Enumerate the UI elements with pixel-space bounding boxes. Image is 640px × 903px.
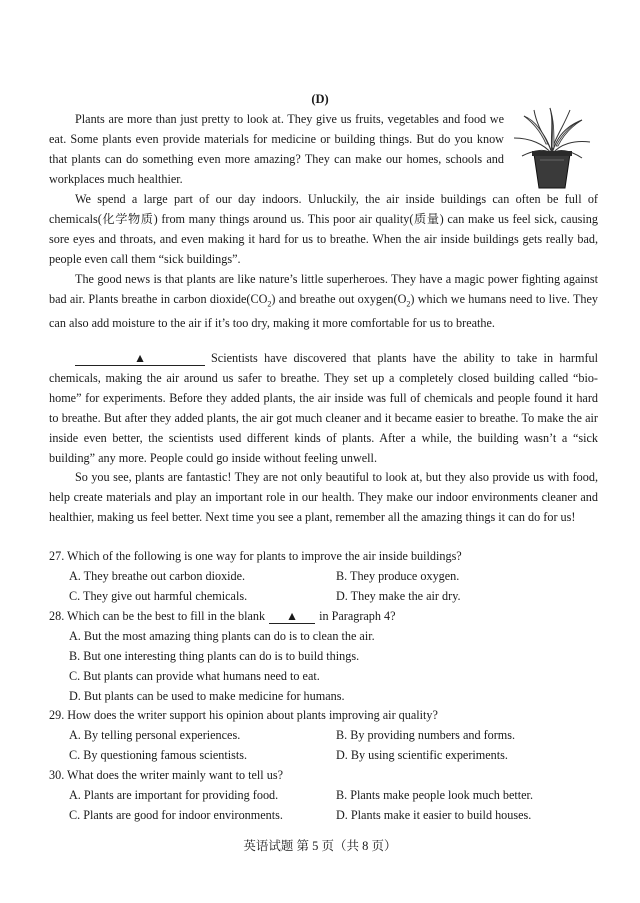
question-27-option-b[interactable]: B. They produce oxygen.: [336, 569, 460, 583]
question-30-option-a[interactable]: A. Plants are important for providing food.: [69, 788, 279, 802]
question-29-stem: 29. How does the writer support his opinion about plants improving air quality?: [49, 708, 438, 722]
paragraph-4-text: Scientists have discovered that plants have the ability to take in harmful chemicals, making the air around us safer to breathe. They set up a completely closed building called “bio-home” for experiments. Before they added plants, the air inside was full of chemicals and people found it hard to breathe. But after they added plants, the air got much cleaner and it became easier to breathe. To make the air inside even better, the scientists used different kinds of plants. After a while, the building wasn’t a “sick building” any more. People could go inside without feeling unwell.: [49, 351, 598, 465]
subscript-2: 2: [267, 299, 272, 309]
question-29-option-d[interactable]: D. By using scientific experiments.: [336, 748, 508, 762]
question-27-option-d[interactable]: D. They make the air dry.: [336, 589, 461, 603]
question-28-stem: [49, 607, 609, 627]
question-27-option-c[interactable]: C. They give out harmful chemicals.: [69, 589, 248, 603]
paragraph-3-text-b: ) and breathe out oxygen(O: [271, 291, 407, 306]
question-30-option-c[interactable]: C. Plants are good for indoor environments.: [69, 808, 283, 822]
question-29-option-c[interactable]: C. By questioning famous scientists.: [69, 748, 248, 762]
paragraph-3-text-a: The good news is that plants are like nature’s little superheroes. They have a magic power fighting against bad air. Plants breathe in carbon dioxide(CO: [49, 272, 598, 306]
question-27-option-a[interactable]: A. They breathe out carbon dioxide.: [69, 569, 246, 583]
paragraph-2: We spend a large part of our day indoors. Unluckily, the air inside buildings can often be full of chemicals(化学物质) from many things around us. This poor air quality(质量) can make us feel sick, causing sore eyes and throats, and even making it hard for us to breathe. When the air inside buildings gets really bad, people even call them “sick buildings”.: [49, 192, 598, 266]
section-title: (D): [311, 92, 329, 106]
question-28-option-d[interactable]: D. But plants can be used to make medicine for humans.: [69, 689, 345, 703]
page-footer: 英语试题 第 5 页（共 8 页）: [243, 839, 397, 853]
question-28-option-b[interactable]: B. But one interesting thing plants can do is to build things.: [69, 649, 360, 663]
question-28-blank: ▲: [269, 610, 315, 624]
paragraph-1: Plants are more than just pretty to look at. They give us fruits, vegetables and food we eat. Some plants even provide materials for medicine or building things. But do you know that plants can do something even more amazing? They can make our homes, schools and workplaces much healthier.: [49, 112, 504, 186]
paragraph-3: [49, 270, 598, 334]
question-28-stem-text: 28. Which can be the best to fill in the blank: [49, 609, 266, 623]
question-28-option-c[interactable]: C. But plants can provide what humans need to eat.: [69, 669, 320, 683]
question-28-stem-text-end: in Paragraph 4?: [319, 609, 396, 623]
answer-blank[interactable]: ▲: [75, 351, 205, 366]
question-27-stem: 27. Which of the following is one way for plants to improve the air inside buildings?: [49, 549, 462, 563]
question-29-option-b[interactable]: B. By providing numbers and forms.: [336, 728, 516, 742]
paragraph-3-text-c: ) which we humans need to live. They can also add moisture to the air if it’s too dry, making it more comfortable for us to breathe.: [49, 291, 599, 331]
question-28-option-a[interactable]: A. But the most amazing thing plants can do is to clean the air.: [69, 629, 375, 643]
subscript-2: 2: [406, 299, 411, 309]
paragraph-4: [49, 349, 598, 468]
question-29-option-a[interactable]: A. By telling personal experiences.: [69, 728, 241, 742]
question-30-stem: 30. What does the writer mainly want to tell us?: [49, 768, 283, 782]
potted-plant-icon: [510, 104, 594, 190]
paragraph-5: So you see, plants are fantastic! They are not only beautiful to look at, but they also provide us with food, help create materials and play an important role in our health. They make our indoor environments cleaner and healthier, making us feel better. Next time you see a plant, remember all the amazing things it can do for us!: [49, 470, 598, 524]
question-30-option-d[interactable]: D. Plants make it easier to build houses.: [336, 808, 532, 822]
question-30-option-b[interactable]: B. Plants make people look much better.: [336, 788, 533, 802]
